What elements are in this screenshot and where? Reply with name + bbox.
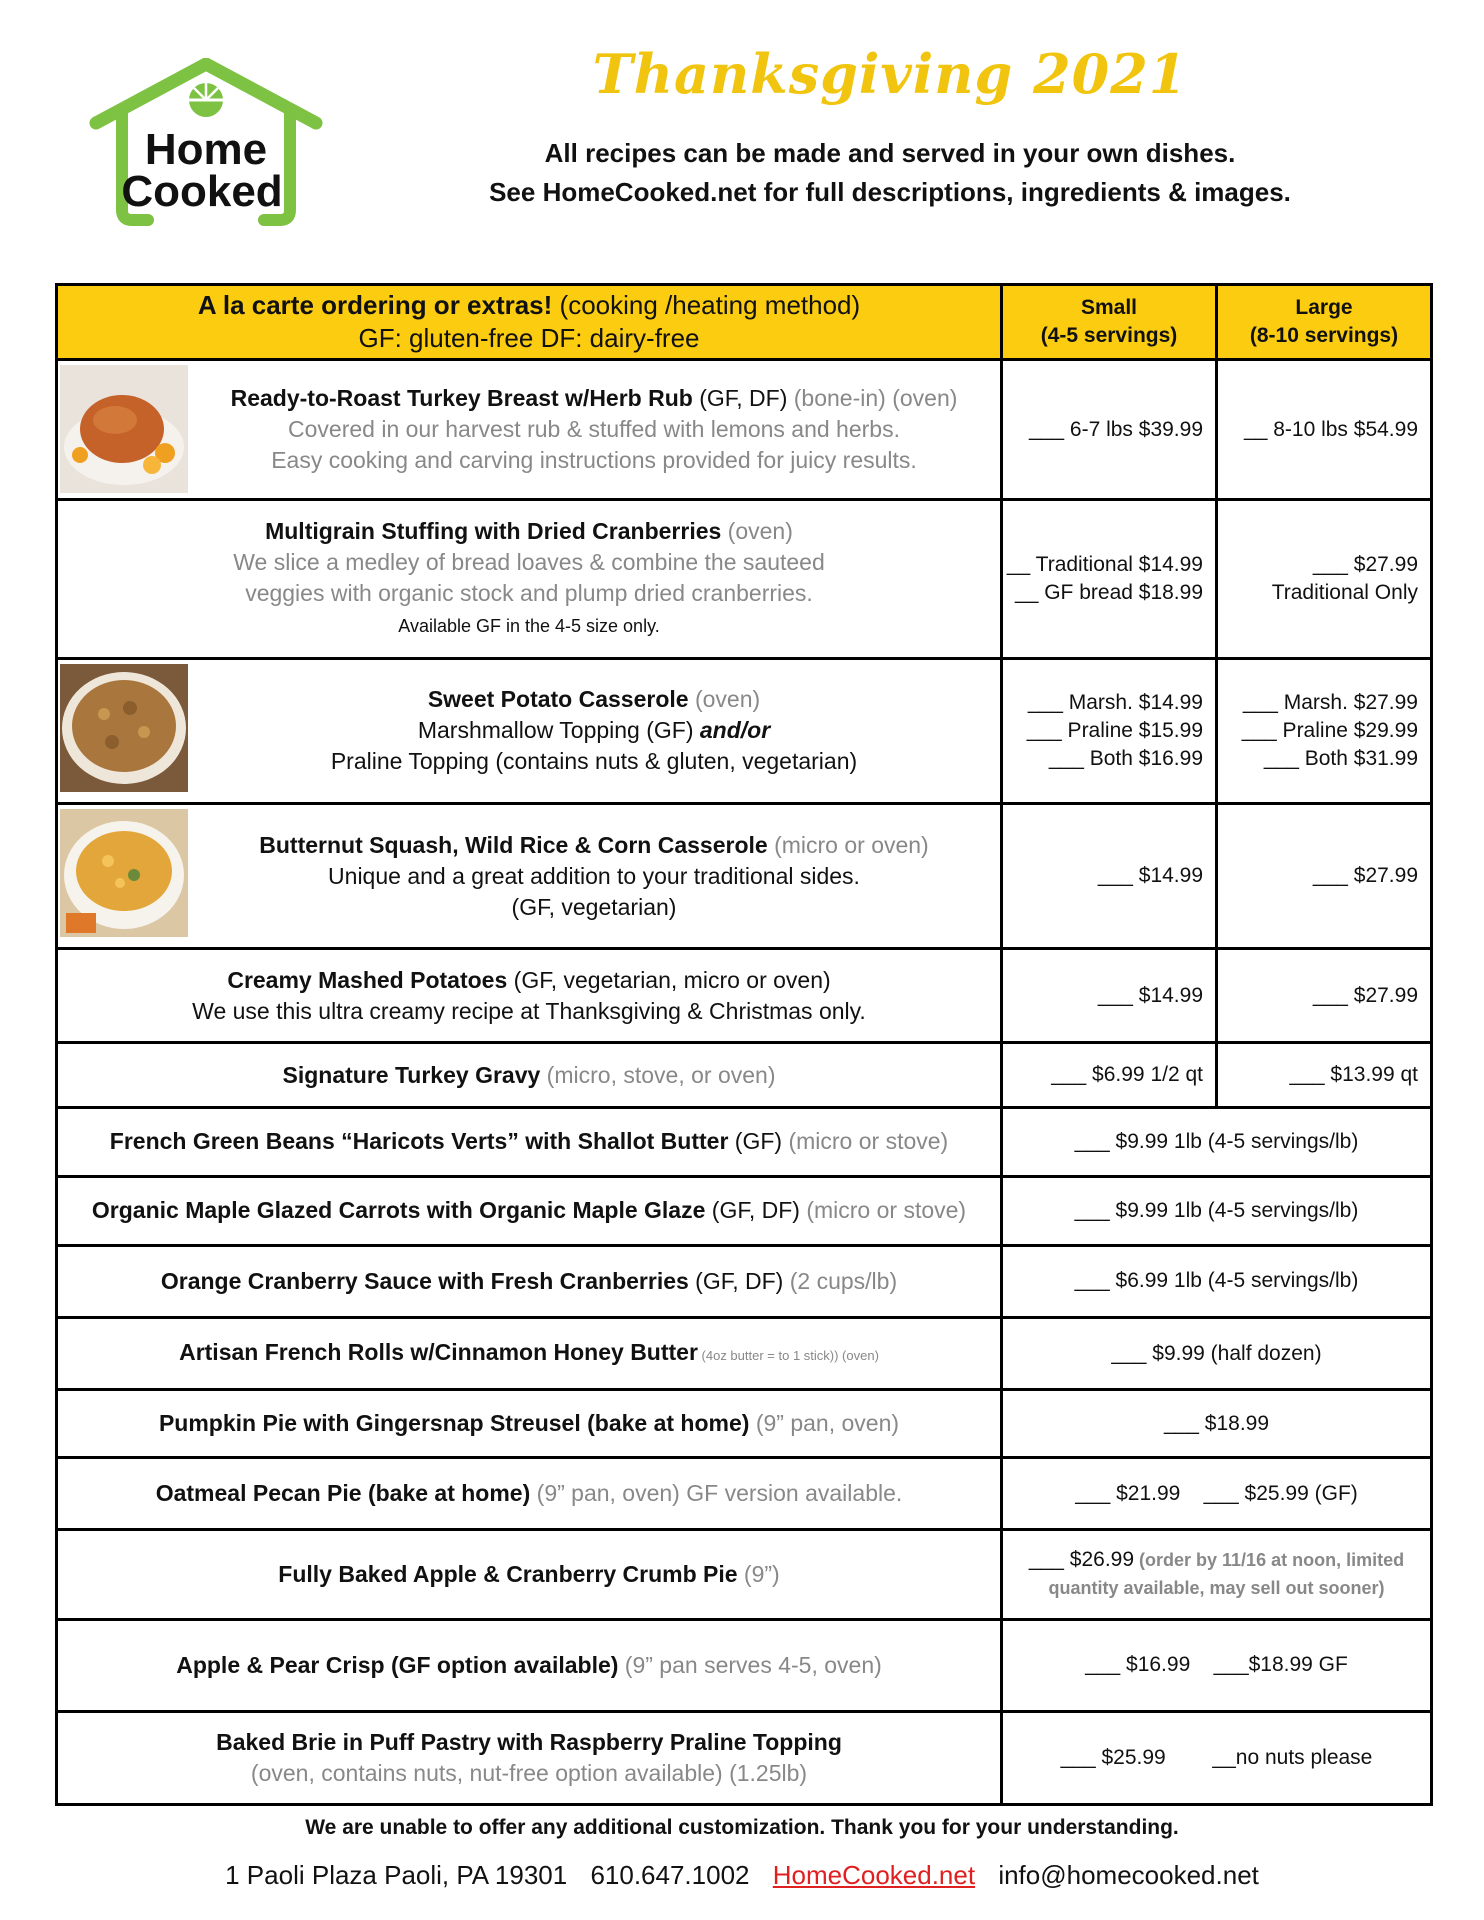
price-large[interactable]: ___ $27.99 [1217, 949, 1432, 1043]
item-description: French Green Beans “Haricots Verts” with Shallot Butter (GF) (micro or stove) [57, 1107, 1002, 1176]
price-option[interactable]: ___ $9.99 1lb (4-5 servings/lb) [1002, 1176, 1432, 1245]
table-row [57, 1176, 1432, 1245]
table-row [57, 1390, 1432, 1458]
table-row [57, 658, 1432, 803]
table-row [57, 1458, 1432, 1530]
item-description: Pumpkin Pie with Gingersnap Streusel (bake at home) (9” pan, oven) [57, 1390, 1002, 1458]
table-header [57, 285, 1432, 360]
item-description: Multigrain Stuffing with Dried Cranberries (oven) We slice a medley of bread loaves & combine the sauteed veggies with organic stock and plump dried cranberries. Available GF in the 4-5 size only. [57, 500, 1002, 658]
logo-text-cooked: Cooked [121, 167, 283, 216]
price-option[interactable]: ___ $9.99 1lb (4-5 servings/lb) [1002, 1107, 1432, 1176]
table-row [57, 1619, 1432, 1711]
table-row [57, 803, 1432, 948]
butternut-casserole-image [60, 809, 188, 937]
page-title: Thanksgiving 2021 [592, 42, 1188, 106]
intro-line-2: See HomeCooked.net for full descriptions, ingredients & images. [489, 177, 1291, 207]
price-option[interactable]: ___ $6.99 1lb (4-5 servings/lb) [1002, 1245, 1432, 1317]
price-small[interactable]: __ Traditional $14.99 __ GF bread $18.99 [1002, 500, 1217, 658]
table-row [57, 1317, 1432, 1389]
table-row [57, 1711, 1432, 1804]
item-description: Ready-to-Roast Turkey Breast w/Herb Rub (GF, DF) (bone-in) (oven) Covered in our harvest rub & stuffed with lemons and herbs. Easy cooking and carving instructions provided for juicy results. [57, 360, 1002, 500]
item-description: Sweet Potato Casserole (oven) Marshmallow Topping (GF) and/or Praline Topping (contains nuts & gluten, vegetarian) [57, 658, 1002, 803]
footer-contact [0, 1860, 1484, 1891]
item-description: Artisan French Rolls w/Cinnamon Honey Butter (4oz butter = to 1 stick)) (oven) [57, 1317, 1002, 1389]
footer-notice: We are unable to offer any additional customization. Thank you for your understanding. [305, 1816, 1179, 1839]
item-description: Baked Brie in Puff Pastry with Raspberry Praline Topping (oven, contains nuts, nut-free option available) (1.25lb) [57, 1711, 1002, 1804]
item-description: Apple & Pear Crisp (GF option available) (9” pan serves 4-5, oven) [57, 1619, 1002, 1711]
logo-text-home: Home [144, 125, 268, 174]
item-description: Fully Baked Apple & Cranberry Crumb Pie (9”) [57, 1530, 1002, 1619]
price-small[interactable]: ___ 6-7 lbs $39.99 [1002, 360, 1217, 500]
footer-address: 1 Paoli Plaza Paoli, PA 19301 [225, 1860, 568, 1890]
table-row [57, 360, 1432, 500]
table-row [57, 500, 1432, 658]
price-option[interactable]: ___ $26.99 (order by 11/16 at noon, limited quantity available, may sell out sooner) [1002, 1530, 1432, 1619]
table-row [57, 1043, 1432, 1107]
item-description: Butternut Squash, Wild Rice & Corn Casserole (micro or oven) Unique and a great addition to your traditional sides. (GF, vegetarian) [57, 803, 1002, 948]
price-large[interactable]: ___ $27.99 [1217, 803, 1432, 948]
price-option[interactable]: ___ $21.99 ___ $25.99 (GF) [1002, 1458, 1432, 1530]
turkey-image [60, 365, 188, 493]
price-option[interactable]: ___ $16.99 ___$18.99 GF [1002, 1619, 1432, 1711]
header-large: Large (8-10 servings) [1217, 285, 1432, 360]
table-row [57, 1107, 1432, 1176]
price-large[interactable]: ___ Marsh. $27.99 ___ Praline $29.99 ___ Both $31.99 [1217, 658, 1432, 803]
table-row [57, 1245, 1432, 1317]
footer-phone[interactable]: 610.647.1002 [590, 1860, 750, 1890]
intro-line-1: All recipes can be made and served in your own dishes. [544, 138, 1236, 168]
price-option[interactable]: ___ $9.99 (half dozen) [1002, 1317, 1432, 1389]
intro-text [470, 134, 1310, 212]
item-description: Signature Turkey Gravy (micro, stove, or oven) [57, 1043, 1002, 1107]
footer-email[interactable]: info@homecooked.net [998, 1860, 1259, 1890]
table-row [57, 1530, 1432, 1619]
footer-website-link[interactable]: HomeCooked.net [772, 1860, 976, 1890]
header-small: Small (4-5 servings) [1002, 285, 1217, 360]
price-large[interactable]: ___ $13.99 qt [1217, 1043, 1432, 1107]
price-small[interactable]: ___ $14.99 [1002, 949, 1217, 1043]
item-description: Orange Cranberry Sauce with Fresh Cranberries (GF, DF) (2 cups/lb) [57, 1245, 1002, 1317]
price-option[interactable]: ___ $25.99 __no nuts please [1002, 1711, 1432, 1804]
price-large[interactable]: ___ $27.99 Traditional Only [1217, 500, 1432, 658]
price-option[interactable]: ___ $18.99 [1002, 1390, 1432, 1458]
price-small[interactable]: ___ Marsh. $14.99 ___ Praline $15.99 ___ Both $16.99 [1002, 658, 1217, 803]
price-small[interactable]: ___ $6.99 1/2 qt [1002, 1043, 1217, 1107]
home-cooked-logo[interactable] [78, 58, 334, 228]
item-description: Organic Maple Glazed Carrots with Organic Maple Glaze (GF, DF) (micro or stove) [57, 1176, 1002, 1245]
price-large[interactable]: __ 8-10 lbs $54.99 [1217, 360, 1432, 500]
header-main: A la carte ordering or extras! (cooking /heating method) GF: gluten-free DF: dairy-free [57, 285, 1002, 360]
price-small[interactable]: ___ $14.99 [1002, 803, 1217, 948]
sweet-potato-casserole-image [60, 664, 188, 792]
table-row [57, 949, 1432, 1043]
item-description: Creamy Mashed Potatoes (GF, vegetarian, micro or oven) We use this ultra creamy recipe at Thanksgiving & Christmas only. [57, 949, 1002, 1043]
order-table [55, 283, 1433, 1806]
item-description: Oatmeal Pecan Pie (bake at home) (9” pan, oven) GF version available. [57, 1458, 1002, 1530]
